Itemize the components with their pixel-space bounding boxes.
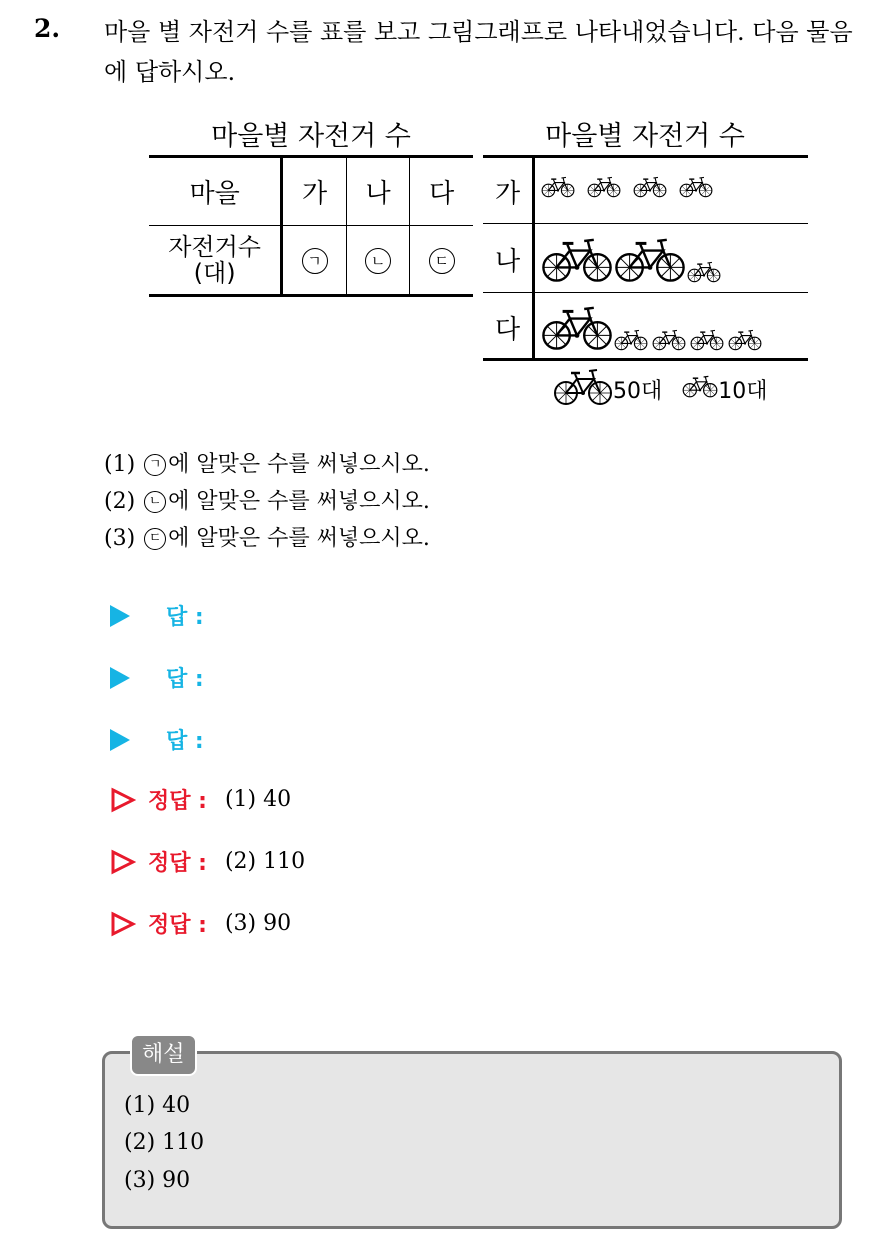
pictograph (483, 155, 808, 361)
legend-small-label: 10대 (718, 378, 768, 404)
answer-label: 답 : (166, 729, 204, 754)
table-header-village: 마을 (149, 157, 282, 226)
correct-label: 정답 : (148, 789, 207, 814)
explanation-tag: 해설 (130, 1034, 197, 1076)
blank-circle: ㄷ (144, 528, 166, 550)
play-triangle-icon (110, 605, 130, 627)
bicycle-icon-small (633, 175, 667, 202)
sub-question-number: (1) (104, 452, 136, 477)
correct-value: (3) 90 (224, 911, 292, 936)
table-header-count (149, 226, 282, 296)
explanation-line: (2) 110 (124, 1130, 205, 1155)
outline-triangle-icon (110, 911, 136, 937)
explanation-line: (3) 90 (124, 1168, 191, 1193)
pictograph-row-na (541, 235, 725, 287)
pictograph-row-ga (541, 175, 725, 202)
pictograph-title: 마을별 자전거 수 (545, 121, 745, 152)
play-triangle-icon (110, 667, 130, 689)
bicycle-icon-small (687, 260, 721, 287)
legend-big-label: 50대 (613, 378, 663, 404)
explanation-line: (1) 40 (124, 1093, 191, 1118)
table-village-na: 나 (346, 157, 410, 226)
sub-question (104, 520, 430, 557)
sub-question (104, 446, 430, 483)
bicycle-icon-small (728, 328, 762, 355)
answer-row-3[interactable] (110, 724, 204, 755)
sub-question-list (104, 446, 430, 557)
correct-label: 정답 : (148, 851, 207, 876)
bicycle-icon-small (690, 328, 724, 355)
answer-row-2[interactable] (110, 662, 204, 693)
bicycle-icon-small (614, 328, 648, 355)
bicycle-icon-small (541, 175, 575, 202)
answer-label: 답 : (166, 605, 204, 630)
correct-value: (1) 40 (224, 787, 292, 812)
bicycle-icon-big (553, 366, 613, 412)
table-village-ga: 가 (282, 157, 347, 226)
table-village-da: 다 (410, 157, 473, 226)
table-title: 마을별 자전거 수 (211, 121, 411, 152)
answer-row-1[interactable] (110, 600, 204, 631)
play-triangle-icon (110, 729, 130, 751)
bicycle-icon-small (682, 374, 718, 404)
sub-question-text: 에 알맞은 수를 써넣으시오. (168, 452, 430, 477)
bicycle-icon-small (679, 175, 713, 202)
pictograph-legend (553, 366, 768, 412)
answer-label: 답 : (166, 667, 204, 692)
blank-circle: ㄱ (144, 454, 166, 476)
blank-3-circle: ㄷ (429, 248, 455, 274)
table-header-count-unit: (대) (193, 259, 236, 287)
correct-value: (2) 110 (224, 849, 306, 874)
blank-circle: ㄴ (144, 491, 166, 513)
blank-1-circle: ㄱ (302, 248, 328, 274)
blank-2-circle: ㄴ (365, 248, 391, 274)
correct-answer-row (110, 784, 291, 815)
bicycle-icon-big (541, 303, 613, 355)
bicycle-icon-big (541, 235, 613, 287)
bicycle-table (149, 155, 473, 297)
sub-question (104, 483, 430, 520)
pictograph-row-da (541, 303, 766, 355)
sub-question-number: (2) (104, 489, 136, 514)
outline-triangle-icon (110, 849, 136, 875)
bicycle-icon-small (587, 175, 621, 202)
sub-question-text: 에 알맞은 수를 써넣으시오. (168, 489, 430, 514)
pictograph-village-na: 나 (494, 247, 521, 277)
correct-answer-row (110, 908, 291, 939)
pictograph-village-da: 다 (494, 315, 521, 345)
bicycle-icon-big (614, 235, 686, 287)
sub-question-text: 에 알맞은 수를 써넣으시오. (168, 526, 430, 551)
correct-answer-row (110, 846, 305, 877)
outline-triangle-icon (110, 787, 136, 813)
question-number: 2. (34, 14, 61, 43)
sub-question-number: (3) (104, 526, 136, 551)
bicycle-icon-small (652, 328, 686, 355)
question-text: 마을 별 자전거 수를 표를 보고 그림그래프로 나타내었습니다. 다음 물음에 답하시오. (104, 18, 853, 86)
pictograph-village-ga: 가 (494, 179, 521, 209)
explanation-box (102, 1051, 842, 1229)
table-header-count-label: 자전거수 (168, 233, 261, 261)
correct-label: 정답 : (148, 913, 207, 938)
